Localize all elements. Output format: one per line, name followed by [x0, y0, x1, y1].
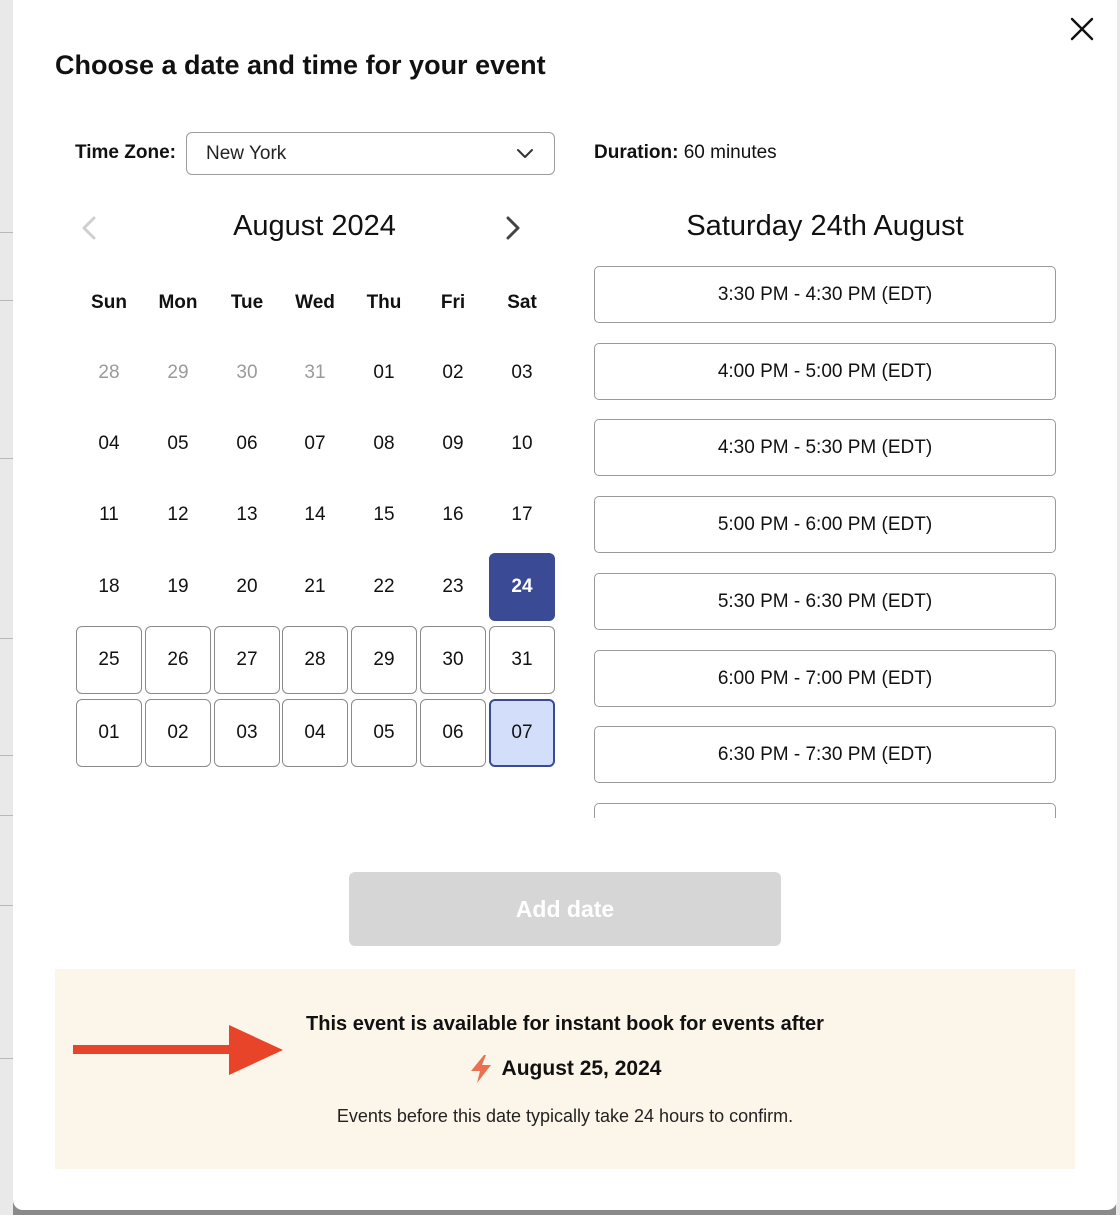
calendar-day: 04 — [98, 433, 120, 454]
calendar-day-available[interactable]: 28 — [282, 626, 348, 694]
timezone-label: Time Zone: — [75, 142, 176, 163]
calendar-day-available[interactable]: 27 — [214, 626, 280, 694]
add-date-button[interactable]: Add date — [349, 872, 781, 946]
background-divider — [0, 300, 13, 301]
calendar-day: 06 — [236, 433, 258, 454]
calendar-day: 22 — [373, 576, 395, 597]
selected-date-heading: Saturday 24th August — [686, 210, 964, 242]
background-divider — [0, 232, 13, 233]
weekday-thu: Thu — [366, 292, 402, 313]
calendar-day-available[interactable]: 04 — [282, 699, 348, 767]
weekday-tue: Tue — [230, 292, 264, 313]
calendar-day: 12 — [167, 504, 189, 525]
calendar-day: 11 — [99, 504, 119, 525]
time-slot[interactable]: 4:00 PM - 5:00 PM (EDT) — [594, 343, 1056, 400]
chevron-down-icon — [515, 145, 535, 163]
close-icon — [1067, 14, 1097, 44]
calendar-day-available[interactable]: 30 — [420, 626, 486, 694]
background-divider — [0, 1058, 13, 1059]
calendar-day-available[interactable]: 25 — [76, 626, 142, 694]
calendar-day: 20 — [236, 576, 258, 597]
background-divider — [0, 638, 13, 639]
calendar-day: 16 — [442, 504, 464, 525]
month-label: August 2024 — [233, 210, 396, 242]
instant-book-notice — [55, 969, 1075, 1169]
instant-book-date-row — [55, 1055, 1075, 1083]
calendar-day: 30 — [236, 362, 258, 383]
time-slot[interactable]: 6:30 PM - 7:30 PM (EDT) — [594, 726, 1056, 783]
close-button[interactable] — [1067, 14, 1097, 44]
next-month-button[interactable] — [500, 213, 526, 243]
background-divider — [0, 815, 13, 816]
calendar-day: 08 — [373, 433, 395, 454]
calendar-day: 17 — [511, 504, 533, 525]
calendar-day: 28 — [98, 362, 120, 383]
calendar-day: 01 — [373, 362, 395, 383]
time-slot[interactable]: 3:30 PM - 4:30 PM (EDT) — [594, 266, 1056, 323]
lightning-bolt-icon — [469, 1055, 493, 1083]
calendar-day: 02 — [442, 362, 464, 383]
calendar-day: 23 — [442, 576, 464, 597]
calendar-day-available[interactable]: 26 — [145, 626, 211, 694]
calendar-day-available[interactable]: 05 — [351, 699, 417, 767]
calendar-day: 07 — [304, 433, 326, 454]
confirmation-note: Events before this date typically take 24 hours to confirm. — [336, 1106, 794, 1126]
duration-value: 60 minutes — [683, 142, 777, 163]
calendar-day-available[interactable]: 02 — [145, 699, 211, 767]
calendar-day: 31 — [304, 362, 326, 383]
calendar-day-available[interactable]: 03 — [214, 699, 280, 767]
time-slot[interactable] — [594, 803, 1056, 818]
time-slot-list[interactable] — [594, 266, 1056, 818]
calendar-day: 29 — [167, 362, 189, 383]
calendar-day: 13 — [236, 504, 258, 525]
calendar-day: 05 — [167, 433, 189, 454]
calendar-day-available[interactable]: 06 — [420, 699, 486, 767]
weekday-fri: Fri — [440, 292, 466, 313]
calendar-day: 21 — [304, 576, 326, 597]
calendar-day: 14 — [304, 504, 326, 525]
calendar-day: 19 — [167, 576, 189, 597]
calendar-day-available[interactable]: 01 — [76, 699, 142, 767]
weekday-sat: Sat — [507, 292, 537, 313]
duration-label: Duration: — [594, 142, 679, 163]
calendar-day-focused[interactable]: 07 — [489, 699, 555, 767]
calendar-day-selected[interactable]: 24 — [489, 553, 555, 621]
weekday-mon: Mon — [158, 292, 198, 313]
chevron-right-icon — [500, 213, 526, 243]
weekday-wed: Wed — [295, 292, 335, 313]
calendar-day: 03 — [511, 362, 533, 383]
calendar-day: 18 — [98, 576, 120, 597]
instant-book-date: August 25, 2024 — [501, 1057, 662, 1080]
calendar-day: 09 — [442, 433, 464, 454]
background-divider — [0, 458, 13, 459]
previous-month-button[interactable] — [76, 213, 102, 243]
time-slot[interactable]: 4:30 PM - 5:30 PM (EDT) — [594, 419, 1056, 476]
calendar-day-available[interactable]: 29 — [351, 626, 417, 694]
time-slot[interactable]: 6:00 PM - 7:00 PM (EDT) — [594, 650, 1056, 707]
timezone-value: New York — [206, 143, 287, 164]
calendar-day: 15 — [373, 504, 395, 525]
background-page-left — [0, 0, 13, 1215]
calendar-day: 10 — [511, 433, 533, 454]
background-divider — [0, 905, 13, 906]
modal-title: Choose a date and time for your event — [55, 50, 546, 80]
date-time-modal — [13, 0, 1117, 1210]
duration-info — [594, 142, 777, 164]
background-divider — [0, 755, 13, 756]
calendar-day-available[interactable]: 31 — [489, 626, 555, 694]
chevron-left-icon — [76, 213, 102, 243]
timezone-select[interactable] — [186, 132, 555, 175]
instant-book-message: This event is available for instant book for events after — [306, 1013, 824, 1035]
time-slot[interactable]: 5:00 PM - 6:00 PM (EDT) — [594, 496, 1056, 553]
time-slot[interactable]: 5:30 PM - 6:30 PM (EDT) — [594, 573, 1056, 630]
weekday-sun: Sun — [91, 292, 127, 313]
